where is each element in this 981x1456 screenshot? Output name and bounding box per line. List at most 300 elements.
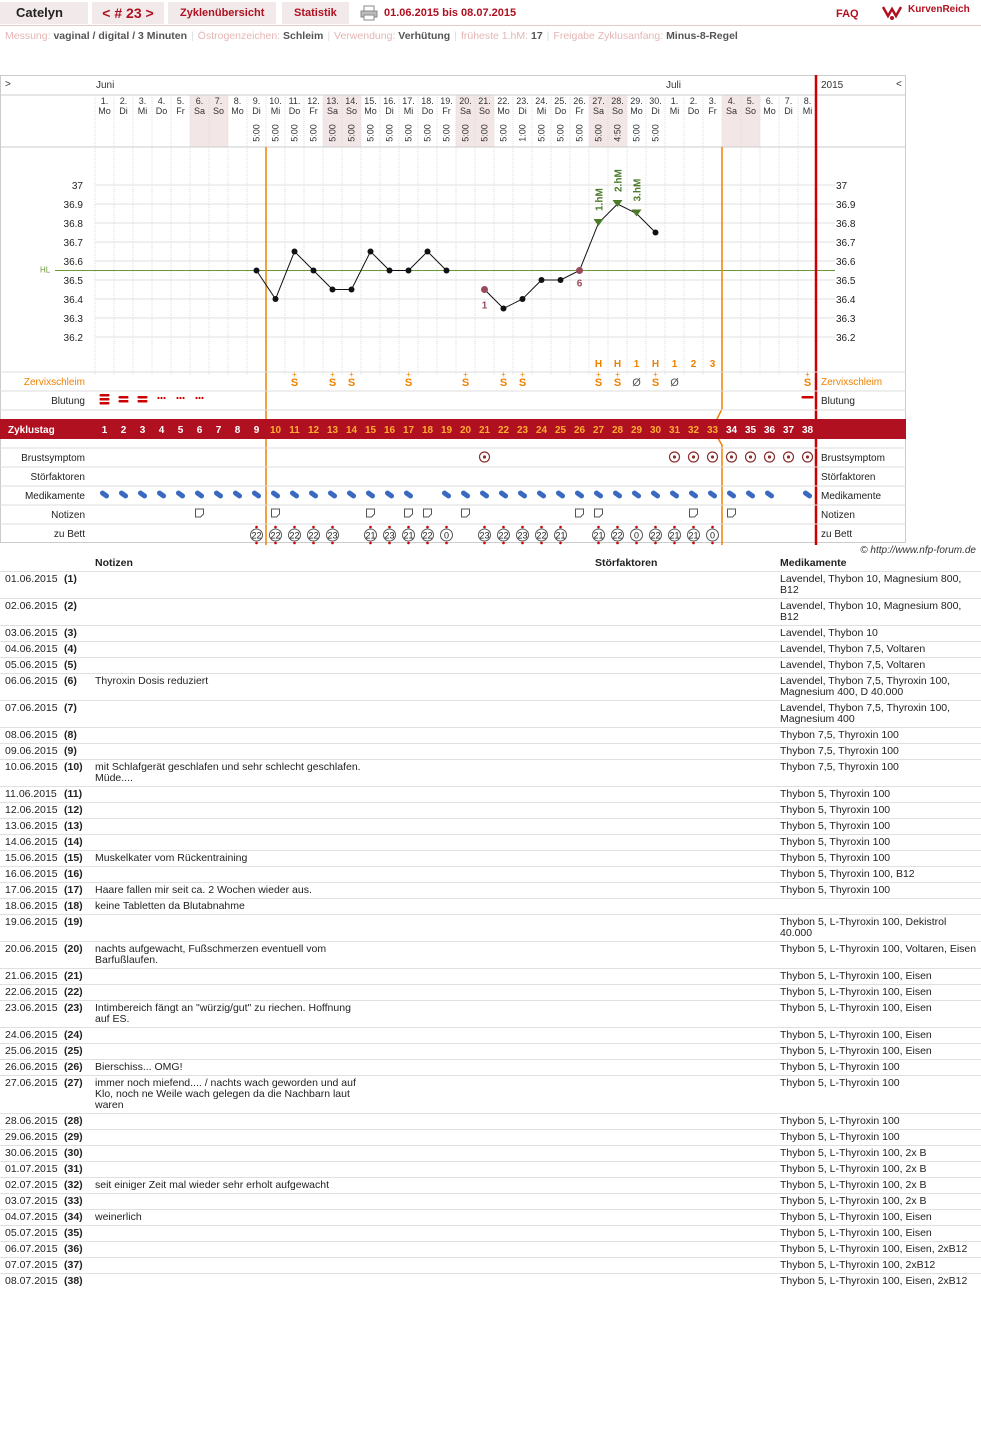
weekday-label: Di [385, 106, 394, 116]
cycleday-number: 16 [383, 425, 396, 436]
row-cycleday: (8) [64, 727, 95, 743]
table-row [0, 1043, 981, 1059]
row-date: 09.06.2015 [0, 743, 64, 759]
user-name: Catelyn [0, 2, 88, 24]
cycleday-number: 38 [801, 425, 814, 436]
row-label-right: Brustsymptom [821, 453, 885, 464]
row-disturb [595, 1075, 780, 1113]
temperature-point [481, 286, 488, 293]
info-value: Schleim [283, 30, 324, 42]
weekday-label: Mo [497, 106, 510, 116]
mucus-code: 3 [709, 359, 716, 370]
cycleday-number: 18 [421, 425, 434, 436]
row-meds: Thybon 5, L-Thyroxin 100, Eisen [780, 968, 981, 984]
weekday-label: Sa [592, 106, 605, 116]
row-spacer [365, 802, 595, 818]
row-date: 02.06.2015 [0, 598, 64, 625]
row-spacer [365, 882, 595, 898]
cycleday-number: 28 [611, 425, 624, 436]
row-meds: Thybon 5, Thyroxin 100 [780, 882, 981, 898]
row-note: Muskelkater vom Rückentraining [95, 850, 365, 866]
bedtime-marker [654, 526, 657, 529]
row-label-left: Störfaktoren [30, 472, 85, 483]
row-spacer [365, 1193, 595, 1209]
row-disturb [595, 657, 780, 673]
mucus-code: 1 [633, 359, 640, 370]
measure-time: 5:00 [327, 124, 338, 142]
bedtime-marker [597, 542, 600, 545]
row-cycleday: (15) [64, 850, 95, 866]
mucus-plus-icon: + [653, 370, 658, 379]
row-note [95, 700, 365, 727]
row-label-left: Brustsymptom [21, 453, 85, 464]
temperature-point [292, 249, 298, 255]
date-label: 23. [516, 96, 529, 106]
date-label: 7. [214, 96, 223, 106]
row-cycleday: (9) [64, 743, 95, 759]
cycleday-number: 3 [139, 425, 146, 436]
row-cycleday: (25) [64, 1043, 95, 1059]
bedtime-marker [521, 526, 524, 529]
mucus-code: 2 [690, 359, 697, 370]
row-spacer [365, 1177, 595, 1193]
mucus-code: 1 [671, 359, 678, 370]
row-disturb [595, 1129, 780, 1145]
weekday-label: Do [288, 106, 301, 116]
bedtime-marker [274, 526, 277, 529]
row-date: 03.06.2015 [0, 625, 64, 641]
row-disturb [595, 898, 780, 914]
weekday-label: Mo [98, 106, 111, 116]
weekday-label: Do [155, 106, 168, 116]
row-date: 20.06.2015 [0, 941, 64, 968]
row-meds: Thybon 5, L-Thyroxin 100 [780, 1129, 981, 1145]
bedtime-value: 23 [327, 530, 338, 541]
settings-info-bar [5, 30, 981, 44]
weekday-label: Fr [176, 106, 185, 116]
bedtime-value: 21 [669, 530, 680, 541]
temperature-point [349, 287, 355, 293]
row-cycleday: (30) [64, 1145, 95, 1161]
row-note [95, 641, 365, 657]
row-cycleday: (36) [64, 1241, 95, 1257]
row-cycleday: (38) [64, 1273, 95, 1289]
row-spacer [365, 1273, 595, 1289]
weekday-label: Do [554, 106, 567, 116]
dry-symbol-icon: Ø [632, 377, 641, 389]
date-label: 3. [708, 96, 717, 106]
measure-time: 5:00 [593, 124, 604, 142]
row-meds: Thybon 5, L-Thyroxin 100 [780, 1113, 981, 1129]
mucus-symbol-icon: S [594, 377, 603, 389]
row-meds: Thybon 7,5, Thyroxin 100 [780, 727, 981, 743]
row-label-right: Zervixschleim [821, 377, 883, 388]
row-cycleday: (3) [64, 625, 95, 641]
row-spacer [365, 984, 595, 1000]
row-date: 27.06.2015 [0, 1075, 64, 1113]
bedtime-marker [635, 526, 638, 529]
row-date: 03.07.2015 [0, 1193, 64, 1209]
temperature-point [444, 268, 450, 274]
bedtime-marker [616, 542, 619, 545]
note-icon [405, 509, 413, 517]
bedtime-marker [711, 526, 714, 529]
row-date: 17.06.2015 [0, 882, 64, 898]
bedtime-marker [692, 542, 695, 545]
table-row [0, 1273, 981, 1289]
row-disturb [595, 1257, 780, 1273]
row-note [95, 984, 365, 1000]
row-disturb [595, 1241, 780, 1257]
weekday-label: Mi [536, 106, 547, 116]
row-note: weinerlich [95, 1209, 365, 1225]
top-bar [0, 0, 981, 26]
date-label: 24. [535, 96, 548, 106]
row-disturb [595, 571, 780, 598]
cycleday-number: 9 [253, 425, 260, 436]
row-spacer [365, 1075, 595, 1113]
row-date: 26.06.2015 [0, 1059, 64, 1075]
bedtime-marker [293, 526, 296, 529]
bleeding-spotting-icon [163, 397, 165, 399]
row-spacer [365, 571, 595, 598]
row-meds: Thybon 5, Thyroxin 100 [780, 850, 981, 866]
weekday-label: Di [518, 106, 527, 116]
cycleday-number: 17 [402, 425, 415, 436]
row-cycleday: (19) [64, 914, 95, 941]
bedtime-value: 22 [289, 530, 300, 541]
bedtime-value: 22 [536, 530, 547, 541]
row-label-right: Blutung [821, 396, 855, 407]
bedtime-value: 0 [633, 530, 640, 541]
bedtime-marker [293, 542, 296, 545]
row-disturb [595, 882, 780, 898]
row-disturb [595, 641, 780, 657]
bedtime-marker [255, 526, 258, 529]
row-meds: Thybon 5, Thyroxin 100, B12 [780, 866, 981, 882]
breast-symptom-icon [768, 455, 771, 458]
measure-time: 5:00 [631, 124, 642, 142]
table-row [0, 1177, 981, 1193]
row-disturb [595, 802, 780, 818]
row-note [95, 802, 365, 818]
weekday-label: Mo [763, 106, 776, 116]
row-label-left: Notizen [51, 510, 85, 521]
weekday-label: Mo [231, 106, 244, 116]
row-note [95, 598, 365, 625]
temperature-point [406, 268, 412, 274]
bedtime-value: 21 [555, 530, 566, 541]
row-spacer [365, 941, 595, 968]
row-meds: Lavendel, Thybon 7,5, Voltaren [780, 641, 981, 657]
row-spacer [365, 1145, 595, 1161]
date-label: 2. [119, 96, 128, 106]
table-row [0, 1241, 981, 1257]
date-label: 29. [630, 96, 643, 106]
row-meds: Lavendel, Thybon 10, Magnesium 800, B12 [780, 571, 981, 598]
row-note [95, 571, 365, 598]
row-spacer [365, 727, 595, 743]
bedtime-marker [407, 526, 410, 529]
cover-line-label: HL [40, 265, 51, 275]
row-meds: Thybon 5, L-Thyroxin 100, 2x B [780, 1177, 981, 1193]
cycleday-number: 27 [592, 425, 605, 436]
row-disturb [595, 1113, 780, 1129]
separator: | [191, 30, 194, 42]
row-disturb [595, 786, 780, 802]
row-meds: Thybon 5, L-Thyroxin 100, 2x B [780, 1161, 981, 1177]
table-row [0, 571, 981, 598]
row-disturb [595, 727, 780, 743]
measure-time: 5:00 [422, 124, 433, 142]
temperature-point [501, 306, 507, 312]
row-date: 19.06.2015 [0, 914, 64, 941]
table-row [0, 941, 981, 968]
cycleday-number: 12 [307, 425, 320, 436]
table-row [0, 625, 981, 641]
row-spacer [365, 1113, 595, 1129]
table-row [0, 641, 981, 657]
mucus-plus-icon: + [615, 370, 620, 379]
weekday-label: So [744, 106, 757, 116]
row-label-left: zu Bett [53, 529, 85, 540]
date-label: 28. [611, 96, 624, 106]
col-header-disturb: Störfaktoren [595, 557, 658, 570]
bleeding-spotting-icon [182, 397, 184, 399]
logo-text[interactable]: KurvenReich [908, 4, 970, 15]
cycleday-number: 15 [364, 425, 377, 436]
bedtime-marker [312, 526, 315, 529]
row-label-right: Notizen [821, 510, 855, 521]
weekday-label: Di [651, 106, 660, 116]
row-note: Haare fallen mir seit ca. 2 Wochen wieder aus. [95, 882, 365, 898]
table-row [0, 1209, 981, 1225]
temp-tick-right: 36.5 [836, 276, 856, 287]
note-icon [690, 509, 698, 517]
date-label: 9. [252, 96, 261, 106]
cycle-navigator[interactable]: < # 23 > [92, 2, 164, 24]
temp-tick-right: 36.4 [836, 295, 856, 306]
bedtime-marker [559, 526, 562, 529]
bedtime-value: 22 [270, 530, 281, 541]
temp-tick-right: 36.2 [836, 333, 856, 344]
row-meds: Thybon 5, L-Thyroxin 100, Eisen [780, 1000, 981, 1027]
table-row [0, 898, 981, 914]
date-label: 19. [440, 96, 453, 106]
notes-table [0, 556, 981, 1289]
bedtime-value: 22 [498, 530, 509, 541]
bleeding-heavy-icon [119, 400, 129, 403]
bleeding-spotting-icon [198, 397, 200, 399]
bedtime-value: 22 [422, 530, 433, 541]
row-note [95, 1193, 365, 1209]
row-disturb [595, 700, 780, 727]
info-label: Messung: [5, 30, 51, 42]
temperature-point [425, 249, 431, 255]
tab-statistics[interactable]: Statistik [282, 2, 349, 24]
row-note: keine Tabletten da Blutabnahme [95, 898, 365, 914]
row-meds: Thybon 5, L-Thyroxin 100, Eisen [780, 1027, 981, 1043]
date-label: 4. [157, 96, 166, 106]
bleeding-heavy-icon [138, 396, 148, 399]
measure-time: 5:00 [479, 124, 490, 142]
row-spacer [365, 818, 595, 834]
row-disturb [595, 1145, 780, 1161]
measure-time: 5:00 [498, 124, 509, 142]
info-value: Verhütung [398, 30, 451, 42]
cycleday-number: 32 [687, 425, 700, 436]
cycleday-number: 34 [725, 425, 738, 436]
bedtime-marker [540, 526, 543, 529]
measure-time: 5:00 [403, 124, 414, 142]
weekday-label: So [611, 106, 624, 116]
row-note [95, 834, 365, 850]
table-row [0, 1161, 981, 1177]
separator: | [546, 30, 550, 42]
row-cycleday: (14) [64, 834, 95, 850]
bleeding-heavy-icon [119, 396, 129, 399]
bleeding-spotting-icon [176, 397, 178, 399]
temp-tick-right: 36.9 [836, 200, 856, 211]
row-date: 14.06.2015 [0, 834, 64, 850]
date-label: 18. [421, 96, 434, 106]
weekday-label: Fr [309, 106, 318, 116]
temp-tick-right: 37 [836, 181, 848, 192]
info-label: Freigabe Zyklusanfang: [553, 30, 664, 42]
weekday-label: Sa [326, 106, 339, 116]
row-meds: Thybon 5, L-Thyroxin 100, 2xB12 [780, 1257, 981, 1273]
row-spacer [365, 1027, 595, 1043]
print-icon[interactable] [360, 5, 378, 21]
row-disturb [595, 866, 780, 882]
row-cycleday: (5) [64, 657, 95, 673]
row-disturb [595, 625, 780, 641]
row-note [95, 968, 365, 984]
tab-cycle-overview[interactable]: Zyklenübersicht [168, 2, 276, 24]
mucus-plus-icon: + [292, 370, 297, 379]
measure-time: 5:00 [460, 124, 471, 142]
row-note [95, 625, 365, 641]
mucus-symbol-icon: S [651, 377, 660, 389]
row-spacer [365, 759, 595, 786]
row-disturb [595, 968, 780, 984]
weekday-label: Fr [708, 106, 717, 116]
table-row [0, 968, 981, 984]
weekday-label: Sa [459, 106, 472, 116]
row-note [95, 914, 365, 941]
note-icon [272, 509, 280, 517]
table-row [0, 866, 981, 882]
row-meds: Lavendel, Thybon 7,5, Thyroxin 100, Magnesium 400 [780, 700, 981, 727]
table-row [0, 700, 981, 727]
date-label: 12. [307, 96, 320, 106]
row-meds: Lavendel, Thybon 10, Magnesium 800, B12 [780, 598, 981, 625]
row-spacer [365, 641, 595, 657]
row-meds: Thybon 5, L-Thyroxin 100, Eisen [780, 1225, 981, 1241]
bedtime-marker [274, 542, 277, 545]
mucus-code: H [613, 359, 622, 370]
weekday-label: Mi [403, 106, 414, 116]
col-header-meds: Medikamente [780, 557, 847, 570]
measure-time: 5:00 [555, 124, 566, 142]
weekday-label: Fr [575, 106, 584, 116]
temperature-point [273, 296, 279, 302]
bedtime-value: 22 [251, 530, 262, 541]
row-meds: Thybon 7,5, Thyroxin 100 [780, 743, 981, 759]
date-label: 10. [269, 96, 282, 106]
measure-time: 5:00 [650, 124, 661, 142]
faq-link[interactable]: FAQ [836, 8, 859, 20]
row-disturb [595, 941, 780, 968]
month-july: Juli [666, 80, 682, 91]
row-cycleday: (11) [64, 786, 95, 802]
bleeding-heavy-icon [138, 400, 148, 403]
mucus-symbol-icon: S [290, 377, 299, 389]
bedtime-marker [483, 526, 486, 529]
weekday-label: Mi [669, 106, 680, 116]
row-date: 07.07.2015 [0, 1257, 64, 1273]
row-date: 11.06.2015 [0, 786, 64, 802]
row-note [95, 1241, 365, 1257]
info-value: Minus-8-Regel [666, 30, 738, 42]
cycleday-number: 36 [763, 425, 776, 436]
cycleday-number: 20 [459, 425, 472, 436]
date-label: 8. [233, 96, 242, 106]
row-meds: Thybon 5, L-Thyroxin 100, 2x B [780, 1145, 981, 1161]
mucus-code: H [651, 359, 660, 370]
table-row [0, 882, 981, 898]
row-note [95, 1145, 365, 1161]
temp-tick-right: 36.7 [836, 238, 856, 249]
temp-tick-left: 36.2 [63, 333, 83, 344]
date-label: 13. [326, 96, 339, 106]
date-label: 14. [345, 96, 358, 106]
bedtime-marker [407, 542, 410, 545]
row-label-right: Störfaktoren [821, 472, 876, 483]
row-meds: Thybon 5, L-Thyroxin 100, Eisen [780, 1209, 981, 1225]
bleeding-heavy-icon [100, 394, 110, 397]
bedtime-marker [312, 542, 315, 545]
row-spacer [365, 786, 595, 802]
row-spacer [365, 1059, 595, 1075]
bedtime-marker [692, 526, 695, 529]
row-cycleday: (20) [64, 941, 95, 968]
row-date: 08.06.2015 [0, 727, 64, 743]
row-meds: Thybon 5, L-Thyroxin 100, Eisen, 2xB12 [780, 1241, 981, 1257]
note-icon [595, 509, 603, 517]
bedtime-marker [445, 542, 448, 545]
row-cycleday: (27) [64, 1075, 95, 1113]
measure-time: 5:00 [289, 124, 300, 142]
weekday-label: So [345, 106, 358, 116]
nav-left: > [5, 79, 11, 90]
col-header-notes: Notizen [95, 557, 133, 570]
weekday-label: Do [421, 106, 434, 116]
row-cycleday: (4) [64, 641, 95, 657]
row-cycleday: (17) [64, 882, 95, 898]
breast-symptom-icon [730, 455, 733, 458]
bedtime-marker [255, 542, 258, 545]
mucus-plus-icon: + [805, 370, 810, 379]
date-label: 2. [689, 96, 698, 106]
row-date: 10.06.2015 [0, 759, 64, 786]
temp-tick-left: 36.8 [63, 219, 83, 230]
row-note [95, 657, 365, 673]
cycleday-number: 24 [535, 425, 548, 436]
row-date: 28.06.2015 [0, 1113, 64, 1129]
cycleday-number: 5 [177, 425, 184, 436]
row-spacer [365, 673, 595, 700]
